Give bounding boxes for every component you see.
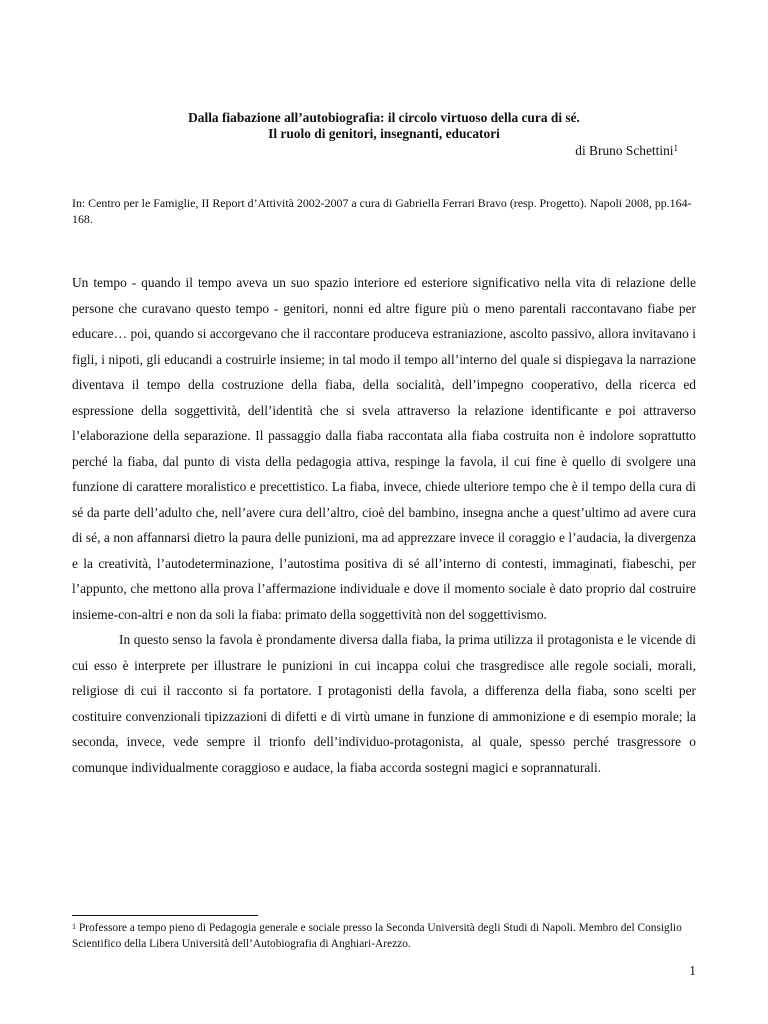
document-title-line1: Dalla fiabazione all’autobiografia: il circolo virtuoso della cura di sé. bbox=[188, 110, 580, 125]
footnote-text: Professore a tempo pieno di Pedagogia generale e sociale presso la Seconda Università degli Studi di Napoli. Membro del Consiglio Scientifico della Libera Università dell’Autobiografia di Anghiari-Arezzo. bbox=[72, 922, 682, 950]
author-name: di Bruno Schettini bbox=[575, 143, 674, 158]
footnote bbox=[72, 921, 696, 952]
author-line bbox=[575, 142, 678, 160]
footnote-mark: 1 bbox=[72, 922, 76, 931]
paragraph-1: Un tempo - quando il tempo aveva un suo spazio interiore ed esteriore significativo nella vita di relazione delle persone che curavano questo tempo - genitori, nonni ed altre figure più o meno parentali raccontavano fiabe per educare… poi, quando si accorgevano che il raccontare produceva estraniazione, ascolto passivo, allora invitavano i figli, i nipoti, gli educandi a costruirle insieme; in tal modo il tempo all’interno del quale si dispiegava la narrazione diventava il tempo della costruzione della fiaba, della socialità, dell’impegno cooperativo, della ricerca ed espressione della soggettività, dell’identità che si svela attraverso la relazione identificante e poi attraverso l’elaborazione della separazione. Il passaggio dalla fiaba raccontata alla fiaba costruita non è indolore soprattutto perché la fiaba, dal punto di vista della pedagogia attiva, respinge la favola, il cui fine è quello di svolgere una funzione di carattere moralistico e precettistico. La fiaba, invece, chiede ulteriore tempo che è il tempo della cura di sé da parte dell’adulto che, nell’avere cura dell’altro, cioè del bambino, insegna anche a quest’ultimo ad avere cura di sé, a non affannarsi dietro la paura delle punizioni, ma ad apprezzare invece il coraggio e l’audacia, la divergenza e la creatività, l’autodeterminazione, l’autostima positiva di sé all’interno di contesti, immaginati, fiabeschi, per l’appunto, che mettono alla prova l’affermazione individuale e dove il momento sociale è dato proprio dal costruire insieme-con-altri e non da soli la fiaba: primato della soggettività non del soggettivismo. bbox=[72, 275, 696, 622]
citation: In: Centro per le Famiglie, II Report d’Attività 2002-2007 a cura di Gabriella Ferrari Bravo (resp. Progetto). Napoli 2008, pp.164-168. bbox=[72, 196, 692, 226]
document-title-line2: Il ruolo di genitori, insegnanti, educatori bbox=[268, 126, 500, 141]
footnote-separator bbox=[72, 915, 258, 916]
page-number: 1 bbox=[689, 963, 696, 978]
body-text bbox=[72, 270, 696, 780]
paragraph-2: In questo senso la favola è prondamente diversa dalla fiaba, la prima utilizza il protagonista e le vicende di cui esso è interprete per illustrare le punizioni in cui incappa colui che trasgredisce alle regole sociali, morali, religiose di cui il racconto si fa portatore. I protagonisti della favola, a differenza della fiaba, sono scelti per costituire convenzionali tipizzazioni di difetti e di virtù umane in funzione di ammonizione e di esempio morale; la seconda, invece, vede sempre il trionfo dell’individuo-protagonista, al quale, spesso perché trasgressore o comunque individualmente coraggioso e audace, la fiaba accorda sostegni magici e soprannaturali. bbox=[72, 632, 696, 775]
author-footnote-mark[interactable]: 1 bbox=[673, 143, 678, 153]
